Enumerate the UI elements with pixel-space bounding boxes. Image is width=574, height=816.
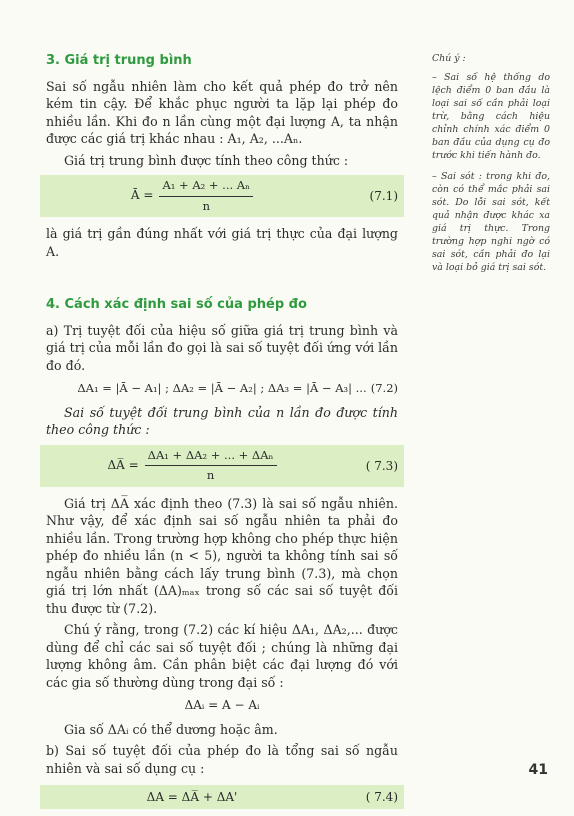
section-4-paragraph-b2: Chú ý rằng, trong (7.2) các kí hiệu ΔA₁, ΔA₂,... được dùng để chỉ các sai số tuyệt đối ; chúng là những đại lượng không âm. Cần phân biệt các đại lượng đó với các gia số thường dùng trong đại số :	[46, 622, 398, 690]
eq-7-1-lhs: Ā =	[130, 188, 154, 203]
sidebar-note-2: – Sai sót : trong khi đo, còn có thể mắc phải sai sót. Do lỗi sai sót, kết quả nhận được khác xa giá trị thực. Trong trường hợp nghi ngờ có sai sót, cần phải đo lại và loại bỏ giá trị sai sót.	[432, 171, 550, 273]
section-4-paragraph-avg: Sai số tuyệt đối trung bình của n lần đo được tính theo công thức :	[46, 404, 398, 437]
section-4-paragraph-b4: b) Sai số tuyệt đối của phép đo là tổng sai số ngẫu nhiên và sai số dụng cụ :	[46, 743, 398, 776]
equation-7-1-box	[40, 175, 404, 217]
equation-7-4-box	[40, 785, 404, 809]
section-4-paragraph-a: a) Trị tuyệt đối của hiệu số giữa giá trị trung bình và giá trị của mỗi lần đo gọi là sai số tuyệt đối ứng với lần đo đó.	[46, 322, 398, 373]
equation-gia-so: ΔAᵢ = A − Aᵢ	[184, 698, 260, 712]
section-4-heading: 4. Cách xác định sai số của phép đo	[46, 297, 307, 312]
equation-7-1	[40, 175, 344, 217]
section-4-paragraph-b1: Giá trị ΔA̅ xác định theo (7.3) là sai số ngẫu nhiên. Như vậy, để xác định sai số ngẫu nhiên ta phải đo nhiều lần. Trong trường hợp không cho phép thực hiện phép đo nhiều lần (n < 5), người ta không tính sai số ngẫu nhiên bằng cách lấy trung bình (7.3), mà chọn giá trị lớn nhất (ΔA)ₘₐₓ trong số các sai số tuyệt đối thu được từ (7.2).	[46, 495, 398, 616]
page-number: 41	[528, 762, 548, 778]
eq-7-1-denominator: n	[202, 198, 210, 213]
eq-7-4-tag: ( 7.4)	[365, 790, 398, 804]
eq-7-3-tag: ( 7.3)	[365, 458, 398, 473]
eq-7-3-numerator: ΔA₁ + ΔA₂ + ... + ΔAₙ	[145, 447, 277, 467]
sidebar-note-1: – Sai số hệ thống do lệch điểm 0 ban đầu là loại sai số cần phải loại trừ, bằng cách hiệu chỉnh chính xác điểm 0 ban đầu của dụng cụ đo trước khi tiến hành đo.	[432, 72, 550, 161]
eq-7-1-fraction	[159, 177, 253, 215]
eq-7-3-lhs: ΔA̅ =	[107, 457, 139, 472]
equation-7-2	[46, 380, 398, 398]
section-3-paragraph-2: Giá trị trung bình được tính theo công thức :	[64, 152, 349, 168]
sidebar-title: Chú ý :	[432, 53, 466, 64]
eq-7-2-body: ΔA₁ = |Ā − A₁| ; ΔA₂ = |Ā − A₂| ; ΔA₃ = |Ā − A₃| ...	[77, 381, 367, 395]
eq-7-2-tag: (7.2)	[370, 381, 398, 395]
section-3-paragraph-1: Sai số ngẫu nhiên làm cho kết quả phép đo trở nên kém tin cậy. Để khắc phục người ta lặp lại phép đo nhiều lần. Khi đo n lần cùng một đại lượng A, ta nhận được các giá trị khác nhau : A₁, A₂, ...Aₙ.	[46, 78, 398, 146]
eq-7-3-denominator: n	[206, 468, 215, 482]
section-3-heading: 3. Giá trị trung bình	[46, 53, 192, 68]
equation-7-3-box	[40, 445, 404, 487]
section-3-paragraph-3: là giá trị gần đúng nhất với giá trị thực của đại lượng A.	[46, 226, 398, 259]
sidebar-notes	[432, 52, 550, 274]
main-column	[46, 52, 398, 809]
eq-7-1-tag: (7.1)	[369, 189, 398, 203]
eq-7-1-numerator: A₁ + A₂ + ... Aₙ	[159, 177, 253, 197]
eq-7-3-fraction	[145, 447, 277, 485]
equation-7-4: ΔA = ΔA̅ + ΔA'	[146, 790, 238, 804]
section-4-paragraph-b3: Gia số ΔAᵢ có thể dương hoặc âm.	[64, 721, 278, 737]
equation-7-3	[40, 445, 344, 487]
